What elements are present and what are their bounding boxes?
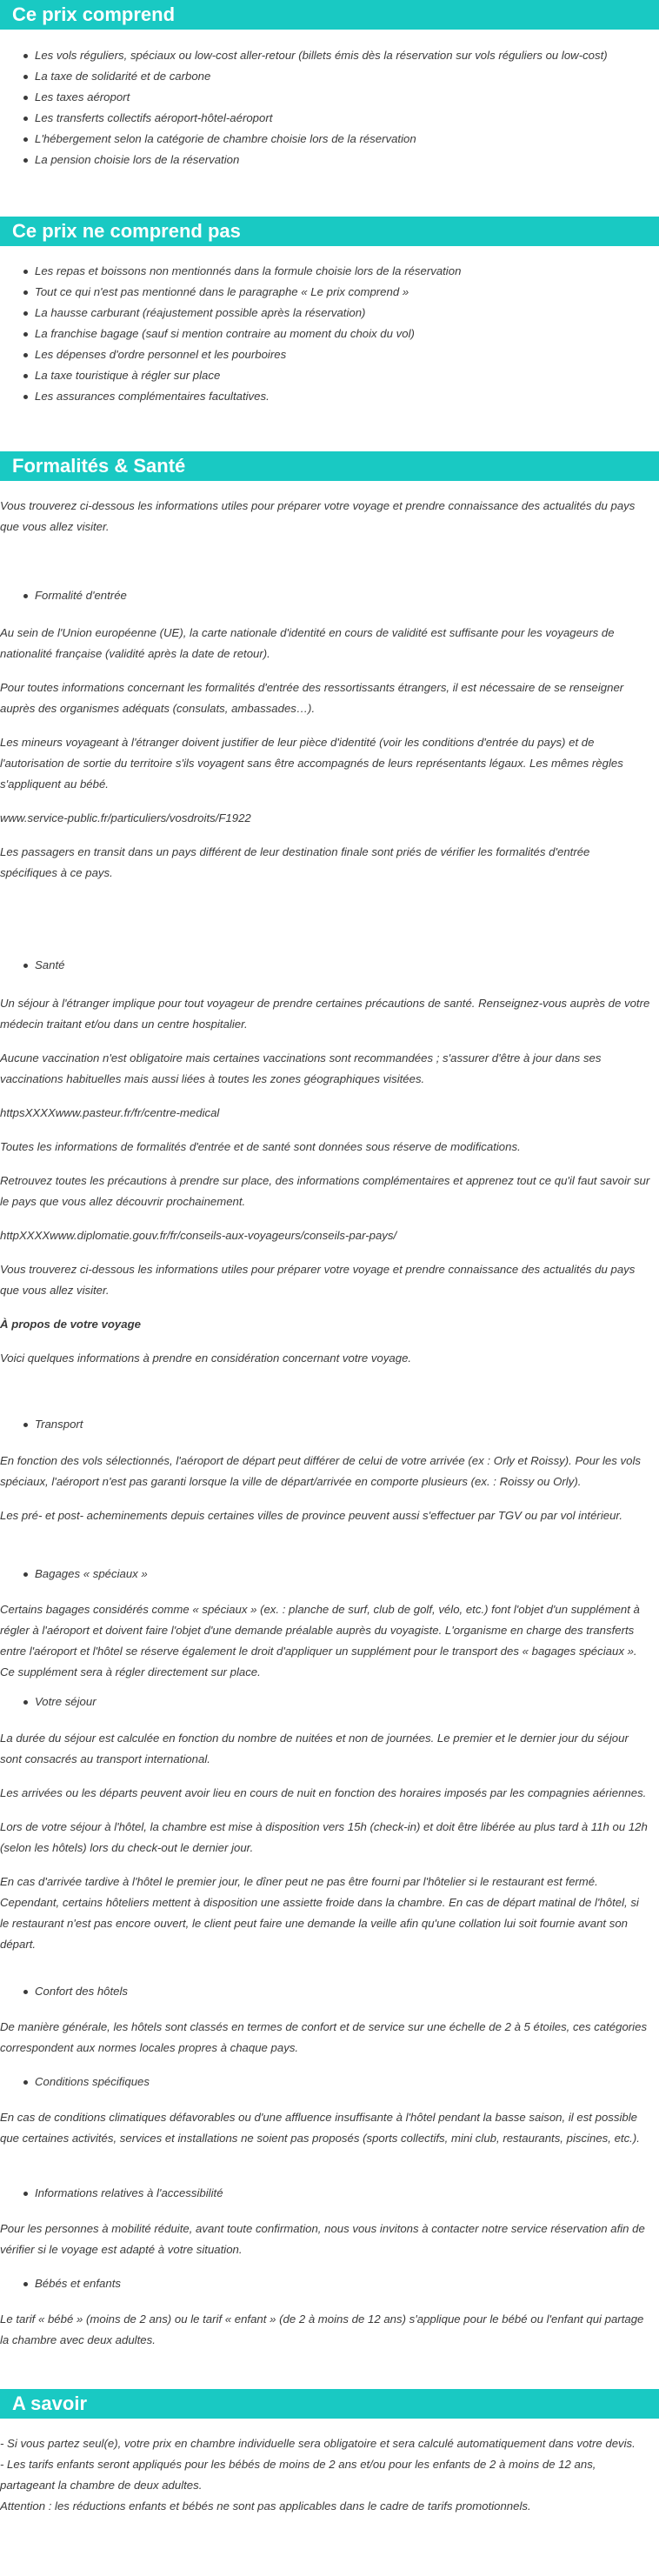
paragraph: Vous trouverez ci-dessous les informations utiles pour préparer votre voyage et prendre connaissance des actualités du pays que vous allez visiter. xyxy=(0,1263,636,1297)
subsection-label-conditions: Conditions spécifiques xyxy=(35,2072,659,2092)
list-item: Les transferts collectifs aéroport-hôtel-aéroport xyxy=(35,108,659,129)
section-banner-prix-comprend xyxy=(0,0,659,30)
section-title: Formalités & Santé xyxy=(12,455,186,477)
access-heading-list xyxy=(0,2183,659,2204)
subsection-label-confort: Confort des hôtels xyxy=(35,1981,659,2002)
link-pasteur[interactable]: httpsXXXXwww.pasteur.fr/fr/centre-medical xyxy=(0,1106,220,1119)
paragraph: Retrouvez toutes les précautions à prendre sur place, des informations complémentaires et apprenez tout ce qu'il faut savoir sur le pays que vous allez découvrir prochainement. xyxy=(0,1174,650,1208)
subsection-label-bagages: Bagages « spéciaux » xyxy=(35,1564,659,1585)
section-banner-prix-ne-comprend xyxy=(0,217,659,246)
prix-ne-comprend-list xyxy=(0,261,659,407)
paragraph: En fonction des vols sélectionnés, l'aéroport de départ peut différer de celui de votre arrivée (ex : Orly et Roissy). Pour les vols spéciaux, l'aéroport n'est pas garanti lorsque la ville de départ/arrivée en comporte plusieurs (ex. : Roissy ou Orly). xyxy=(0,1454,641,1488)
paragraph: La durée du séjour est calculée en fonction du nombre de nuitées et non de journées. Le premier et le dernier jour du séjour sont consacrés au transport international. xyxy=(0,1732,629,1765)
transport-block xyxy=(0,1451,650,1526)
list-item: Tout ce qui n'est pas mentionné dans le paragraphe « Le prix comprend » xyxy=(35,282,659,303)
list-item: Les repas et boissons non mentionnés dans la formule choisie lors de la réservation xyxy=(35,261,659,282)
paragraph: Toutes les informations de formalités d'entrée et de santé sont données sous réserve de modifications. xyxy=(0,1140,521,1153)
section-title: A savoir xyxy=(12,2392,88,2414)
paragraph: - Les tarifs enfants seront appliqués pour les bébés de moins de 2 ans et/ou pour les enfants de 2 à moins de 12 ans, partageant la chambre de deux adultes. xyxy=(0,2458,596,2492)
section-banner-a-savoir xyxy=(0,2389,659,2419)
subsection-label-transport: Transport xyxy=(35,1414,659,1435)
paragraph: Voici quelques informations à prendre en considération concernant votre voyage. xyxy=(0,1351,412,1365)
list-item: L'hébergement selon la catégorie de chambre choisie lors de la réservation xyxy=(35,129,659,150)
entree-block xyxy=(0,623,650,884)
section-title: Ce prix ne comprend pas xyxy=(12,220,241,242)
bebes-heading-list xyxy=(0,2273,659,2294)
paragraph: Au sein de l'Union européenne (UE), la carte nationale d'identité en cours de validité est suffisante pour les voyageurs de nationalité française (validité après la date de retour). xyxy=(0,626,615,660)
paragraph: Les arrivées ou les départs peuvent avoir lieu en cours de nuit en fonction des horaires imposés par les compagnies aériennes. xyxy=(0,1786,647,1799)
list-item: La taxe touristique à régler sur place xyxy=(35,365,659,386)
formalites-content xyxy=(0,496,650,537)
intro-paragraph: Vous trouverez ci-dessous les informations utiles pour préparer votre voyage et prendre connaissance des actualités du pays que vous allez visiter. xyxy=(0,499,636,533)
paragraph: En cas d'arrivée tardive à l'hôtel le premier jour, le dîner peut ne pas être fourni par l'hôtelier si le restaurant est fermé. Cependant, certains hôteliers mettent à disposition une assiette froide dans la chambre. En cas de départ matinal de l'hôtel, si le restaurant n'est pas encore ouvert, le client peut faire une demande la veille afin qu'une collation lui soit fournie avant son départ. xyxy=(0,1875,639,1951)
section-title: Ce prix comprend xyxy=(12,3,176,25)
subsection-label-sejour: Votre séjour xyxy=(35,1692,659,1712)
conditions-heading-list xyxy=(0,2072,659,2092)
paragraph: Pour toutes informations concernant les formalités d'entrée des ressortissants étrangers, il est nécessaire de se renseigner auprès des organismes adéquats (consulats, ambassades…). xyxy=(0,681,624,715)
paragraph: Aucune vaccination n'est obligatoire mais certaines vaccinations sont recommandées ; s'assurer d'être à jour dans ses vaccinations habituelles mais aussi liées à toutes les zones géographiques visitées. xyxy=(0,1051,602,1085)
paragraph: Le tarif « bébé » (moins de 2 ans) ou le tarif « enfant » (de 2 à moins de 12 ans) s'applique pour le bébé ou l'enfant qui partage la chambre avec deux adultes. xyxy=(0,2312,644,2346)
paragraph: - Si vous partez seul(e), votre prix en chambre individuelle sera obligatoire et sera calculé automatiquement dans votre devis. xyxy=(0,2437,636,2450)
paragraph: Les passagers en transit dans un pays différent de leur destination finale sont priés de vérifier les formalités d'entrée spécifiques à ce pays. xyxy=(0,845,590,879)
paragraph: Certains bagages considérés comme « spéciaux » (ex. : planche de surf, club de golf, vélo, etc.) font l'objet d'un supplément à régler à l'aéroport et doivent faire l'objet d'une demande préalable auprès du voyagiste. L'organisme en charge des transferts entre l'aéroport et l'hôtel se réserve également le droit d'appliquer un supplément pour le transport des « bagages spéciaux ». Ce supplément sera à régler directement sur place. xyxy=(0,1603,640,1678)
prix-comprend-list xyxy=(0,45,659,170)
paragraph: Pour les personnes à mobilité réduite, avant toute confirmation, nous vous invitons à contacter notre service réservation afin de vérifier si le voyage est adapté à votre situation. xyxy=(0,2222,645,2256)
paragraph: Lors de votre séjour à l'hôtel, la chambre est mise à disposition vers 15h (check-in) et doit être libérée au plus tard à 11h ou 12h (selon les hôtels) lors du check-out le dernier jour. xyxy=(0,1820,648,1854)
sante-heading-list xyxy=(0,955,659,976)
sejour-block xyxy=(0,1728,650,1955)
subsection-label-bebes: Bébés et enfants xyxy=(35,2273,659,2294)
conditions-block xyxy=(0,2107,650,2149)
section-banner-formalites xyxy=(0,451,659,481)
list-item: La taxe de solidarité et de carbone xyxy=(35,66,659,87)
paragraph: En cas de conditions climatiques défavorables ou d'une affluence insuffisante à l'hôtel pendant la basse saison, il est possible que certaines activités, services et installations ne soient pas proposés (sports collectifs, mini club, restaurants, piscines, etc.). xyxy=(0,2111,640,2145)
bagages-heading-list xyxy=(0,1564,659,1585)
subsection-label-entree: Formalité d'entrée xyxy=(35,585,659,606)
link-diplomatie[interactable]: httpXXXXwww.diplomatie.gouv.fr/fr/conseils-aux-voyageurs/conseils-par-pays/ xyxy=(0,1229,397,1242)
bebes-block xyxy=(0,2309,650,2351)
list-item: Les vols réguliers, spéciaux ou low-cost aller-retour (billets émis dès la réservation sur vols réguliers ou low-cost) xyxy=(35,45,659,66)
bagages-block xyxy=(0,1599,650,1683)
list-item: Les dépenses d'ordre personnel et les pourboires xyxy=(35,344,659,365)
subsection-label-accessibilite: Informations relatives à l'accessibilité xyxy=(35,2183,659,2204)
confort-heading-list xyxy=(0,1981,659,2002)
subsection-label-sante: Santé xyxy=(35,955,659,976)
transport-heading-list xyxy=(0,1414,659,1435)
entree-heading-list xyxy=(0,585,659,606)
list-item: Les taxes aéroport xyxy=(35,87,659,108)
paragraph: Un séjour à l'étranger implique pour tout voyageur de prendre certaines précautions de santé. Renseignez-vous auprès de votre médecin traitant et/ou dans un centre hospitalier. xyxy=(0,997,650,1031)
list-item: Les assurances complémentaires facultatives. xyxy=(35,386,659,407)
paragraph: Les mineurs voyageant à l'étranger doivent justifier de leur pièce d'identité (voir les conditions d'entrée du pays) et de l'autorisation de sortie du territoire s'ils voyagent sans être accompagnés de leurs représentants légaux. Les mêmes règles s'appliquent au bébé. xyxy=(0,736,623,791)
confort-block xyxy=(0,2017,650,2059)
paragraph: Les pré- et post- acheminements depuis certaines villes de province peuvent aussi s'effectuer par TGV ou par vol intérieur. xyxy=(0,1509,622,1522)
list-item: La hausse carburant (réajustement possible après la réservation) xyxy=(35,303,659,324)
list-item: La pension choisie lors de la réservation xyxy=(35,150,659,170)
access-block xyxy=(0,2219,650,2260)
apropos-title: À propos de votre voyage xyxy=(0,1318,141,1331)
link-service-public[interactable]: www.service-public.fr/particuliers/vosdroits/F1922 xyxy=(0,811,251,824)
paragraph: De manière générale, les hôtels sont classés en termes de confort et de service sur une échelle de 2 à 5 étoiles, ces catégories correspondent aux normes locales propres à chaque pays. xyxy=(0,2020,648,2054)
list-item: La franchise bagage (sauf si mention contraire au moment du choix du vol) xyxy=(35,324,659,344)
paragraph: Attention : les réductions enfants et bébés ne sont pas applicables dans le cadre de tarifs promotionnels. xyxy=(0,2499,531,2513)
sejour-heading-list xyxy=(0,1692,659,1712)
sante-block xyxy=(0,993,650,1369)
a-savoir-block xyxy=(0,2433,650,2517)
